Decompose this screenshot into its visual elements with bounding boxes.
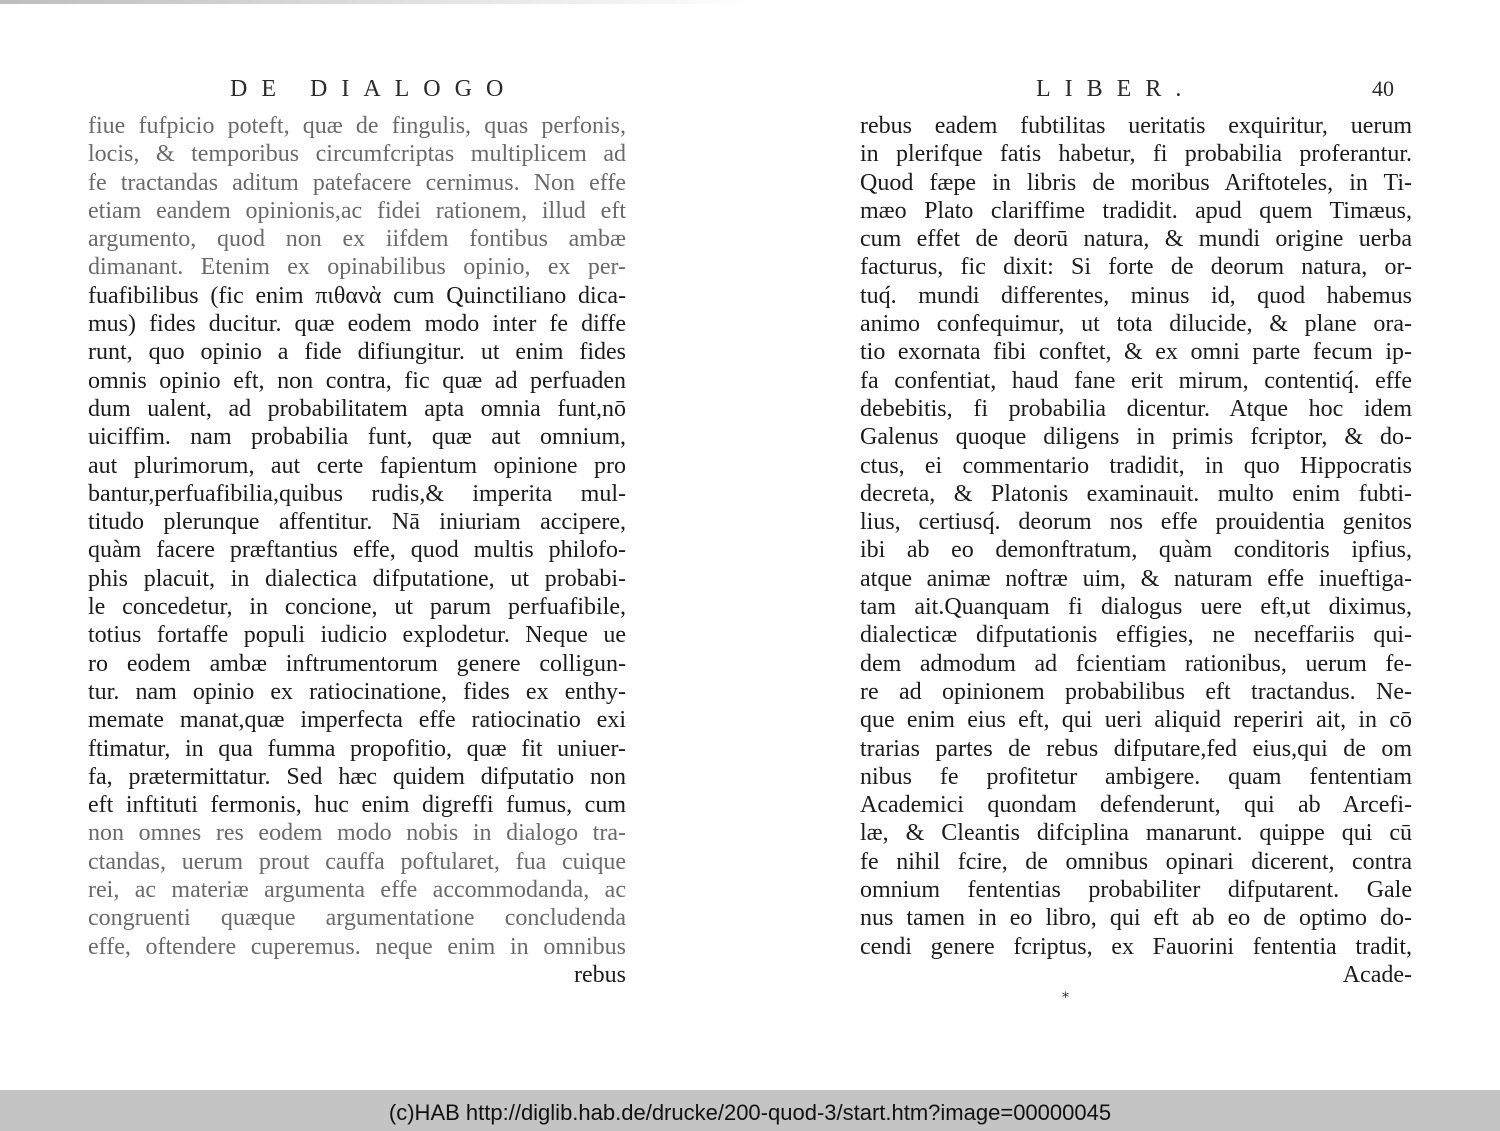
text-line: debebitis, fi probabilia dicentur. Atque hoc idem bbox=[860, 395, 1412, 422]
text-line: effe, oftendere cuperemus. neque enim in omnibus bbox=[88, 933, 626, 960]
text-line: atque animæ noftræ uim, & naturam effe inueftiga- bbox=[860, 565, 1412, 592]
text-line: argumento, quod non ex iifdem fontibus ambæ bbox=[88, 226, 626, 253]
text-line: aut plurimorum, aut certe fapientum opinione pro bbox=[88, 452, 626, 479]
copyright-url-text: (c)HAB http://diglib.hab.de/drucke/200-quod-3/start.htm?image=00000045 bbox=[388, 1100, 1112, 1125]
text-line: mæo Plato clariffime tradidit. apud quem Timæus, bbox=[860, 197, 1412, 224]
left-page bbox=[0, 0, 750, 1090]
text-line: fe tractandas aditum patefacere cernimus. Non effe bbox=[88, 169, 626, 196]
text-line: fuafibilibus (fic enim πιθανὰ cum Quinctiliano dica- bbox=[88, 282, 626, 309]
text-line: etiam eandem opinionis,ac fidei rationem, illud eft bbox=[88, 197, 626, 224]
text-line: rei, ac materiæ argumenta effe accommodanda, ac bbox=[88, 877, 626, 904]
text-line: Galenus quoque diligens in primis fcriptor, & do- bbox=[860, 424, 1412, 451]
text-line: dialecticæ difputationis effigies, ne neceffariis qui- bbox=[860, 622, 1412, 649]
text-line: omnis opinio eft, non contra, fic quæ ad perfuaden bbox=[88, 367, 626, 394]
right-text-block bbox=[860, 112, 1412, 989]
catchword: rebus bbox=[574, 961, 626, 988]
left-running-head: DE DIALOGO bbox=[230, 76, 518, 102]
text-line: tio exornata fibi conftet, & ex omni parte fecum ip- bbox=[860, 339, 1412, 366]
text-line: dimanant. Etenim ex opinabilibus opinio, ex per- bbox=[88, 254, 626, 281]
text-line: re ad opinionem probabilibus eft tractandus. Ne- bbox=[860, 678, 1412, 705]
text-line: memate manat,quæ imperfecta effe ratiocinatio exi bbox=[88, 707, 626, 734]
text-line: fe nihil fcire, de omnibus opinari dicerent, contra bbox=[860, 848, 1412, 875]
text-line: locis, & temporibus circumfcriptas multiplicem ad bbox=[88, 141, 626, 168]
text-line: totius fortaffe populi iudicio explodetur. Neque ue bbox=[88, 622, 626, 649]
text-line: animo confequimur, ut tota dilucide, & plane ora- bbox=[860, 311, 1412, 338]
text-line: quàm facere præftantius effe, quod multis philofo- bbox=[88, 537, 626, 564]
text-line: dem admodum ad fcientiam rationibus, uerum fe- bbox=[860, 650, 1412, 677]
text-line: ibi ab eo demonftratum, quàm conditoris ipfius, bbox=[860, 537, 1412, 564]
text-line: fa confentiat, haud fane erit mirum, contentiq́. effe bbox=[860, 367, 1412, 394]
text-line: ctandas, uerum prout cauffa poftularet, fua cuique bbox=[88, 848, 626, 875]
signature-mark: * bbox=[1062, 990, 1069, 1006]
text-line: non omnes res eodem modo nobis in dialogo tra- bbox=[88, 820, 626, 847]
text-line: que enim eius eft, qui ueri aliquid reperiri ait, in cō bbox=[860, 707, 1412, 734]
text-line: uiciffim. nam probabilia funt, quæ aut omnium, bbox=[88, 424, 626, 451]
text-line: in plerifque fatis habetur, fi probabilia proferantur. bbox=[860, 141, 1412, 168]
text-line: trarias partes de rebus difputare,fed eius,qui de om bbox=[860, 735, 1412, 762]
text-line: omnium fententias probabiliter difputarent. Gale bbox=[860, 877, 1412, 904]
text-line: tuq́. mundi differentes, minus id, quod habemus bbox=[860, 282, 1412, 309]
text-line: eft inftituti fermonis, huc enim digreffi fumus, cum bbox=[88, 792, 626, 819]
text-line: decreta, & Platonis examinauit. multo enim fubti- bbox=[860, 480, 1412, 507]
left-text-block bbox=[88, 112, 626, 989]
catchword: Acade- bbox=[1342, 961, 1412, 988]
text-line: dum ualent, ad probabilitatem apta omnia funt,nō bbox=[88, 395, 626, 422]
text-line: tam ait.Quanquam fi dialogus uere eft,ut diximus, bbox=[860, 594, 1412, 621]
text-line: titudo plerunque affentitur. Nā iniuriam accipere, bbox=[88, 509, 626, 536]
page-number: 40 bbox=[1372, 76, 1394, 101]
text-line: ro eodem ambæ inftrumentorum genere colligun- bbox=[88, 650, 626, 677]
text-line: læ, & Cleantis difciplina manarunt. quippe qui cū bbox=[860, 820, 1412, 847]
text-line: fa, prætermittatur. Sed hæc quidem difputatio non bbox=[88, 763, 626, 790]
text-line: ftimatur, in qua fumma propofitio, quæ fit uniuer- bbox=[88, 735, 626, 762]
text-line: runt, quo opinio a fide difiungitur. ut enim fides bbox=[88, 339, 626, 366]
text-line: nibus fe profitetur ambigere. quam fententiam bbox=[860, 763, 1412, 790]
text-line: rebus eadem fubtilitas ueritatis exquiritur, uerum bbox=[860, 113, 1412, 139]
text-line: cum effet de deorū natura, & mundi origine uerba bbox=[860, 226, 1412, 253]
text-line: lius, certiusq́. deorum nos effe prouidentia genitos bbox=[860, 509, 1412, 536]
text-line: congruenti quæque argumentatione concludenda bbox=[88, 905, 626, 932]
right-running-head: LIBER. bbox=[1036, 76, 1196, 102]
text-line: Quod fæpe in libris de moribus Ariftoteles, in Ti- bbox=[860, 169, 1412, 196]
footer-bar bbox=[0, 1090, 1500, 1131]
text-line: mus) fides ducitur. quæ eodem modo inter fe diffe bbox=[88, 311, 626, 338]
text-line: nus tamen in eo libro, qui eft ab eo de optimo do- bbox=[860, 905, 1412, 932]
right-page bbox=[750, 0, 1500, 1090]
text-line: facturus, fic dixit: Si forte de deorum natura, or- bbox=[860, 254, 1412, 281]
text-line: le concedetur, in concione, ut parum perfuafibile, bbox=[88, 594, 626, 621]
text-line: tur. nam opinio ex ratiocinatione, fides ex enthy- bbox=[88, 678, 626, 705]
text-line: Academici quondam defenderunt, qui ab Arcefi- bbox=[860, 792, 1412, 819]
text-line: bantur,perfuafibilia,quibus rudis,& imperita mul- bbox=[88, 480, 626, 507]
text-line: cendi genere fcriptus, ex Fauorini fententia tradit, bbox=[860, 933, 1412, 960]
text-line: phis placuit, in dialectica difputatione, ut probabi- bbox=[88, 565, 626, 592]
text-line: ctus, ei commentario tradidit, in quo Hippocratis bbox=[860, 452, 1412, 479]
text-line: fiue fufpicio poteft, quæ de fingulis, quas perfonis, bbox=[88, 113, 626, 139]
